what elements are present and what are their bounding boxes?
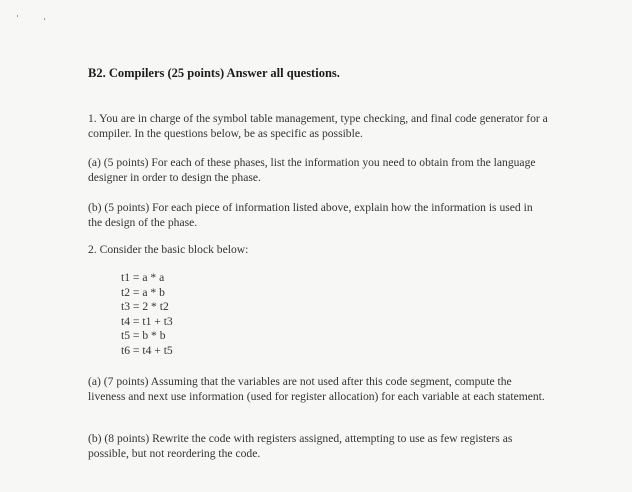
scan-speck bbox=[44, 18, 45, 20]
code-line: t5 = b * b bbox=[121, 329, 166, 343]
question-1b: (b) (5 points) For each piece of information listed above, explain how the information is used in the design of the phase. bbox=[88, 201, 533, 229]
code-line: t2 = a * b bbox=[121, 285, 165, 299]
scan-speck bbox=[17, 15, 18, 17]
question-2-intro: 2. Consider the basic block below: bbox=[88, 243, 249, 256]
question-2b: (b) (8 points) Rewrite the code with registers assigned, attempting to use as few registers as possible, but not reordering the code. bbox=[88, 432, 513, 460]
code-line: t4 = t1 + t3 bbox=[121, 314, 173, 328]
basic-block-code bbox=[121, 271, 173, 359]
code-line: t3 = 2 * t2 bbox=[121, 300, 169, 314]
question-2a: (a) (7 points) Assuming that the variables are not used after this code segment, compute the liveness and next use information (used for register allocation) for each variable at each statement. bbox=[88, 375, 545, 403]
question-1a: (a) (5 points) For each of these phases, list the information you need to obtain from the language designer in order to design the phase. bbox=[88, 156, 536, 184]
code-line: t6 = t4 + t5 bbox=[121, 343, 173, 357]
code-line: t1 = a * a bbox=[121, 271, 165, 284]
section-heading: B2. Compilers (25 points) Answer all questions. bbox=[88, 66, 340, 80]
question-1-intro: 1. You are in charge of the symbol table management, type checking, and final code generator for a compiler. In the questions below, be as specific as possible. bbox=[88, 112, 548, 140]
